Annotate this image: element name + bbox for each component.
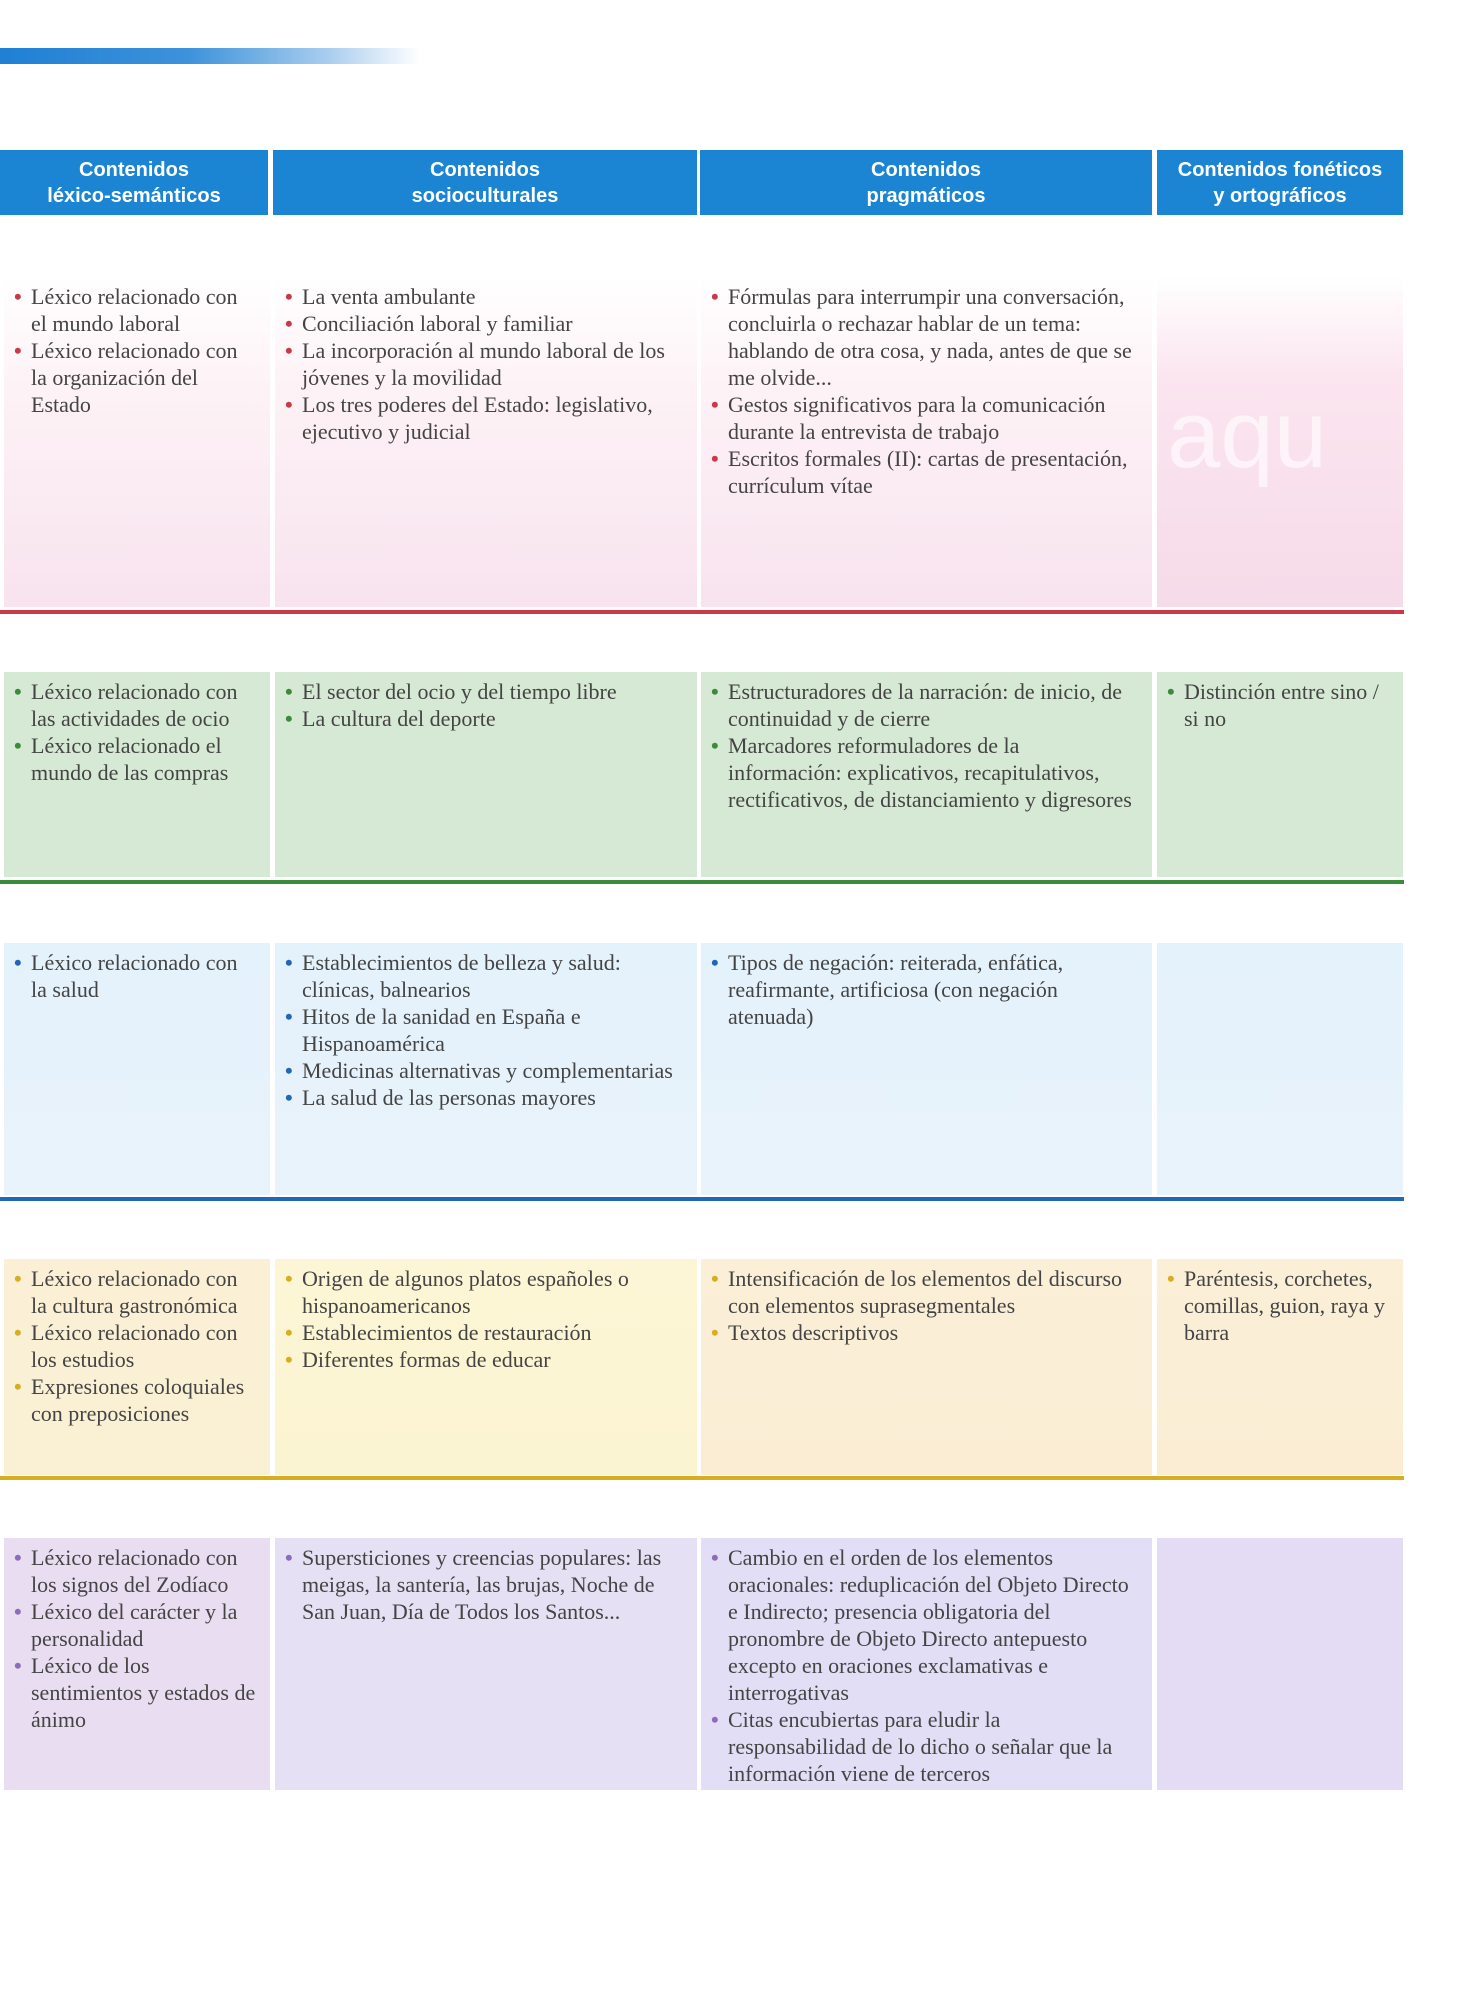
list-item — [12, 949, 256, 1003]
list-item-text: Diferentes formas de educar — [302, 1347, 551, 1372]
header-lexico-semanticos — [0, 150, 268, 215]
list-item-text: Léxico relacionado con los estudios — [31, 1320, 238, 1372]
header-line: Contenidos — [871, 158, 981, 181]
row-4-lexico-cell — [4, 1259, 270, 1475]
list-item-text: Léxico relacionado con los signos del Zodíaco — [31, 1545, 238, 1597]
row-1-pragmaticos-cell — [701, 277, 1152, 607]
bullet-icon: • — [285, 706, 293, 731]
list-item-text: La incorporación al mundo laboral de los jóvenes y la movilidad — [302, 338, 665, 390]
list-item-text: Gestos significativos para la comunicación durante la entrevista de trabajo — [728, 392, 1106, 444]
bullet-icon: • — [14, 1653, 22, 1678]
row-2-lexico-cell — [4, 672, 270, 877]
bullet-icon: • — [14, 733, 22, 758]
bullet-icon: • — [14, 679, 22, 704]
list-item-text: Intensificación de los elementos del discurso con elementos suprasegmentales — [728, 1266, 1123, 1318]
list-item-text: Escritos formales (II): cartas de presentación, currículum vítae — [728, 446, 1128, 498]
list-item — [709, 732, 1138, 813]
header-line: léxico-semánticos — [47, 184, 221, 207]
list-item — [283, 1084, 683, 1111]
bullet-icon: • — [711, 1320, 719, 1345]
header-foneticos-ortograficos — [1157, 150, 1403, 215]
list-item — [709, 391, 1138, 445]
list-item — [12, 1373, 256, 1427]
list-item — [12, 1598, 256, 1652]
list-item-text: Establecimientos de belleza y salud: clínicas, balnearios — [302, 950, 621, 1002]
list-item — [283, 337, 683, 391]
bullet-icon: • — [14, 338, 22, 363]
bullet-icon: • — [711, 733, 719, 758]
bullet-icon: • — [14, 1320, 22, 1345]
bullet-icon: • — [285, 1085, 293, 1110]
list-item — [283, 1003, 683, 1057]
list-item — [709, 949, 1138, 1030]
row-1-lexico-cell — [4, 277, 270, 607]
list-item — [283, 678, 683, 705]
bullet-icon: • — [14, 1599, 22, 1624]
list-item-text: Conciliación laboral y familiar — [302, 311, 573, 336]
list-item-text: Los tres poderes del Estado: legislativo, ejecutivo y judicial — [302, 392, 653, 444]
list-item-text: Léxico relacionado con la salud — [31, 950, 238, 1002]
row-3-pragmaticos-cell — [701, 943, 1152, 1195]
bullet-icon: • — [14, 284, 22, 309]
list-item — [12, 1544, 256, 1598]
row-1-divider — [0, 610, 1404, 614]
top-decorative-bar — [0, 48, 420, 64]
bullet-icon: • — [711, 1707, 719, 1732]
bullet-icon: • — [14, 1266, 22, 1291]
list-item-text: Fórmulas para interrumpir una conversación, concluirla o rechazar hablar de un tema: hablando de otra cosa, y nada, antes de que se me olvide... — [728, 284, 1132, 390]
bullet-icon: • — [285, 1545, 293, 1570]
header-line: pragmáticos — [866, 184, 986, 207]
list-item — [709, 1319, 1138, 1346]
row-4-pragmaticos-cell — [701, 1259, 1152, 1475]
list-item-text: Léxico relacionado el mundo de las compras — [31, 733, 229, 785]
list-item — [12, 283, 256, 337]
list-item — [283, 1544, 683, 1625]
bullet-icon: • — [711, 1545, 719, 1570]
bullet-icon: • — [711, 284, 719, 309]
list-item-text: Citas encubiertas para eludir la responsabilidad de lo dicho o señalar que la información viene de terceros — [728, 1707, 1113, 1786]
list-item — [283, 705, 683, 732]
list-item — [283, 310, 683, 337]
list-item-text: Origen de algunos platos españoles o hispanoamericanos — [302, 1266, 629, 1318]
bullet-icon: • — [285, 338, 293, 363]
list-item — [12, 1265, 256, 1319]
bullet-icon: • — [285, 311, 293, 336]
bullet-icon: • — [711, 392, 719, 417]
header-line: y ortográficos — [1213, 184, 1347, 207]
list-item-text: Léxico relacionado con el mundo laboral — [31, 284, 238, 336]
list-item — [12, 337, 256, 418]
list-item — [709, 678, 1138, 732]
list-item-text: Estructuradores de la narración: de inicio, de continuidad y de cierre — [728, 679, 1123, 731]
list-item — [12, 1319, 256, 1373]
bullet-icon: • — [285, 679, 293, 704]
header-line: Contenidos fonéticos — [1177, 158, 1383, 181]
row-2-divider — [0, 880, 1404, 884]
row-5-pragmaticos-cell — [701, 1538, 1152, 1790]
list-item — [283, 1346, 683, 1373]
list-item — [709, 283, 1138, 391]
bullet-icon: • — [1167, 679, 1175, 704]
row-3-socioculturales-cell — [275, 943, 697, 1195]
list-item — [1165, 1265, 1389, 1346]
bullet-icon: • — [285, 1004, 293, 1029]
list-item — [1165, 678, 1389, 732]
header-line: Contenidos — [430, 158, 540, 181]
list-item-text: El sector del ocio y del tiempo libre — [302, 679, 617, 704]
list-item-text: Paréntesis, corchetes, comillas, guion, raya y barra — [1184, 1266, 1386, 1345]
list-item-text: Léxico relacionado con la organización del Estado — [31, 338, 238, 417]
row-5-socioculturales-cell — [275, 1538, 697, 1790]
header-pragmaticos — [700, 150, 1152, 215]
list-item-text: Supersticiones y creencias populares: las meigas, la santería, las brujas, Noche de San Juan, Día de Todos los Santos... — [302, 1545, 662, 1624]
row-3-lexico-cell — [4, 943, 270, 1195]
list-item — [283, 949, 683, 1003]
list-item — [12, 732, 256, 786]
list-item-text: Tipos de negación: reiterada, enfática, reafirmante, artificiosa (con negación atenuada) — [728, 950, 1064, 1029]
list-item-text: Cambio en el orden de los elementos oracionales: reduplicación del Objeto Directo e Indirecto; presencia obligatoria del pronombre de Objeto Directo antepuesto excepto en oraciones exclamativas e interrogativas — [728, 1545, 1129, 1705]
list-item-text: Hitos de la sanidad en España e Hispanoamérica — [302, 1004, 581, 1056]
list-item — [283, 391, 683, 445]
list-item-text: Léxico relacionado con las actividades de ocio — [31, 679, 238, 731]
bullet-icon: • — [285, 1266, 293, 1291]
list-item-text: Medicinas alternativas y complementarias — [302, 1058, 673, 1083]
list-item — [283, 1319, 683, 1346]
list-item — [709, 1544, 1138, 1706]
bullet-icon: • — [711, 679, 719, 704]
bullet-icon: • — [285, 1320, 293, 1345]
list-item-text: Marcadores reformuladores de la información: explicativos, recapitulativos, rectificativos, de distanciamiento y digresores — [728, 733, 1132, 812]
list-item-text: Léxico relacionado con la cultura gastronómica — [31, 1266, 238, 1318]
row-4-divider — [0, 1476, 1404, 1480]
svg-text:aqu: aqu — [1167, 381, 1328, 487]
row-3-divider — [0, 1197, 1404, 1201]
bullet-icon: • — [285, 950, 293, 975]
bullet-icon: • — [711, 1266, 719, 1291]
bullet-icon: • — [1167, 1266, 1175, 1291]
list-item-text: La cultura del deporte — [302, 706, 496, 731]
list-item-text: La venta ambulante — [302, 284, 476, 309]
bullet-icon: • — [14, 1545, 22, 1570]
bullet-icon: • — [14, 950, 22, 975]
list-item-text: Expresiones coloquiales con preposiciones — [31, 1374, 245, 1426]
bullet-icon: • — [14, 1374, 22, 1399]
row-5-foneticos-cell — [1157, 1538, 1403, 1790]
bullet-icon: • — [285, 284, 293, 309]
list-item-text: La salud de las personas mayores — [302, 1085, 596, 1110]
row-4-socioculturales-cell — [275, 1259, 697, 1475]
list-item — [283, 283, 683, 310]
list-item — [12, 678, 256, 732]
row-4-foneticos-cell — [1157, 1259, 1403, 1475]
row-2-foneticos-cell — [1157, 672, 1403, 877]
header-line: socioculturales — [411, 184, 559, 207]
row-3-foneticos-cell — [1157, 943, 1403, 1195]
row-5-lexico-cell — [4, 1538, 270, 1790]
list-item — [283, 1057, 683, 1084]
list-item — [709, 1706, 1138, 1787]
bullet-icon: • — [711, 446, 719, 471]
list-item-text: Establecimientos de restauración — [302, 1320, 592, 1345]
row-2-pragmaticos-cell — [701, 672, 1152, 877]
bullet-icon: • — [285, 392, 293, 417]
list-item — [709, 445, 1138, 499]
list-item-text: Léxico del carácter y la personalidad — [31, 1599, 238, 1651]
bullet-icon: • — [285, 1058, 293, 1083]
bullet-icon: • — [711, 950, 719, 975]
header-socioculturales — [273, 150, 697, 215]
watermark-text-graphic — [1167, 377, 1397, 487]
row-1-socioculturales-cell — [275, 277, 697, 607]
row-2-socioculturales-cell — [275, 672, 697, 877]
list-item — [283, 1265, 683, 1319]
list-item — [12, 1652, 256, 1733]
watermark-graphic — [1167, 377, 1397, 510]
row-1-foneticos-cell — [1157, 277, 1403, 607]
list-item-text: Léxico de los sentimientos y estados de ánimo — [31, 1653, 256, 1732]
list-item — [709, 1265, 1138, 1319]
header-line: Contenidos — [79, 158, 189, 181]
bullet-icon: • — [285, 1347, 293, 1372]
list-item-text: Textos descriptivos — [728, 1320, 899, 1345]
list-item-text: Distinción entre sino / si no — [1184, 679, 1379, 731]
